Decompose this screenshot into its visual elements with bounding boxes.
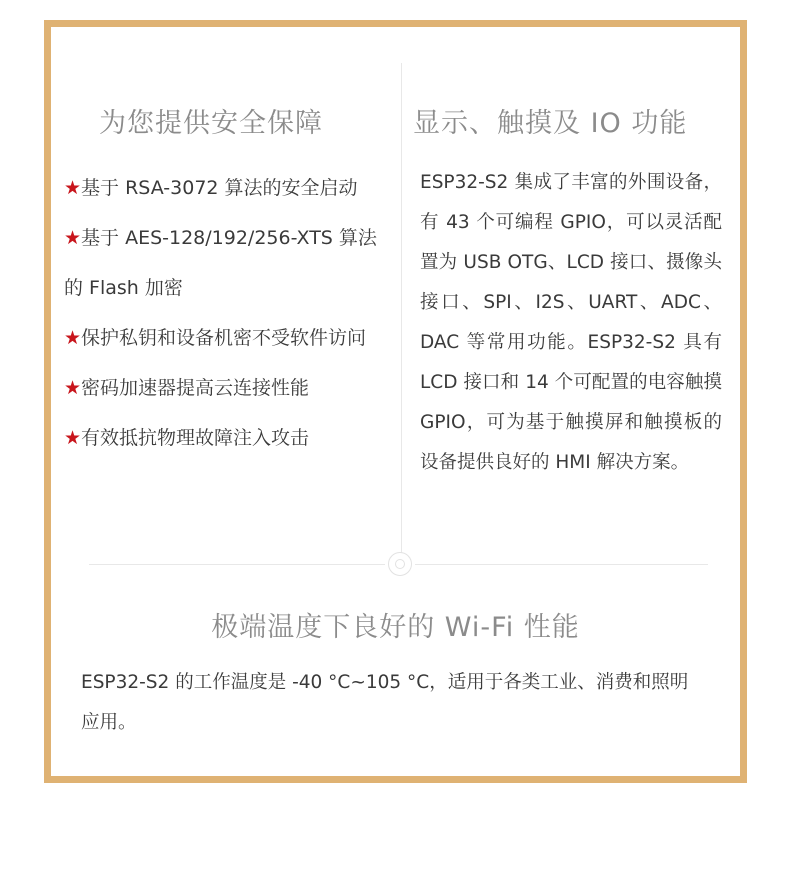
divider-circle-ornament: [388, 552, 412, 576]
feature-text: 基于 AES-128/192/256-XTS 算法的 Flash 加密: [64, 227, 377, 299]
horizontal-divider-left: [89, 564, 385, 565]
list-item: [64, 413, 394, 463]
security-feature-list: [64, 163, 394, 463]
star-icon: ★: [64, 327, 82, 349]
horizontal-divider-right: [415, 564, 708, 565]
star-icon: ★: [64, 427, 82, 449]
list-item: [64, 363, 394, 413]
feature-text: 基于 RSA-3072 算法的安全启动: [81, 177, 358, 199]
feature-text: 有效抵抗物理故障注入攻击: [81, 427, 310, 449]
content-frame: [44, 20, 747, 783]
feature-text: 保护私钥和设备机密不受软件访问: [81, 327, 367, 349]
star-icon: ★: [64, 177, 82, 199]
display-touch-io-paragraph: ESP32-S2 集成了丰富的外围设备，有 43 个可编程 GPIO，可以灵活配置为 USB OTG、LCD 接口、摄像头接口、SPI、I2S、UART、ADC、DAC 等常用功能。ESP32-S2 具有 LCD 接口和 14 个可配置的电容触摸 GPIO，可为基于触摸屏和触摸板的设备提供良好的 HMI 解决方案。: [420, 172, 722, 473]
star-icon: ★: [64, 377, 82, 399]
security-heading: 为您提供安全保障: [99, 108, 323, 139]
wifi-performance-paragraph: ESP32-S2 的工作温度是 -40 °C~105 °C，适用于各类工业、消费和照明应用。: [81, 672, 689, 733]
list-item: [64, 313, 394, 363]
vertical-divider: [401, 63, 402, 553]
list-item: [64, 213, 394, 313]
list-item: [64, 163, 394, 213]
star-icon: ★: [64, 227, 82, 249]
wifi-performance-heading: 极端温度下良好的 Wi-Fi 性能: [211, 612, 580, 643]
display-touch-io-heading: 显示、触摸及 IO 功能: [413, 108, 688, 139]
feature-text: 密码加速器提高云连接性能: [81, 377, 310, 399]
